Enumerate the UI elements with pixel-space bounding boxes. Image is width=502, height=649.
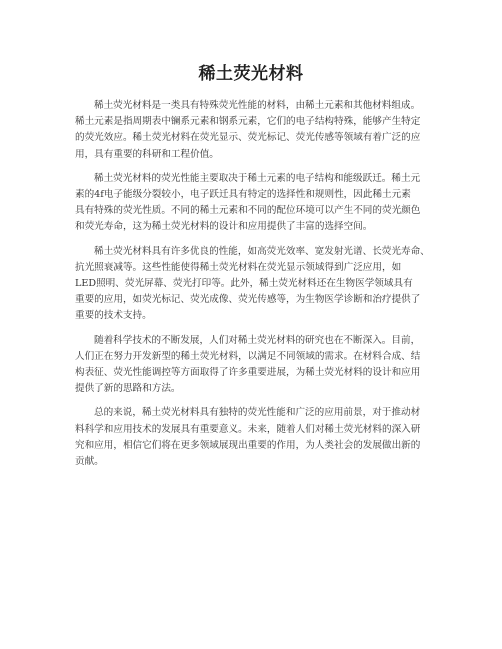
paragraph-5 bbox=[75, 405, 439, 470]
paragraph-line: 抗光照衰减等。这些性能使得稀土荧光材料在荧光显示领域得到广泛应用，如 bbox=[75, 261, 402, 273]
paragraph-line: 和荧光寿命，这为稀土荧光材料的设计和应用提供了丰富的选择空间。 bbox=[75, 221, 373, 233]
paragraph-line: 随着科学技术的不断发展，人们对稀土荧光材料的研究也在不断深入。目前， bbox=[94, 334, 421, 346]
paragraph-line: 重要的应用，如荧光标记、荧光成像、荧光传感等，为生物医学诊断和治疗提供了 bbox=[75, 294, 421, 306]
paragraph-line: 具有特殊的荧光性质。不同的稀土元素和不同的配位环境可以产生不同的荧光颜色 bbox=[75, 205, 421, 217]
paragraph-line: 用，具有重要的科研和工程价值。 bbox=[75, 148, 219, 160]
paragraph-line: 重要的技术支持。 bbox=[75, 310, 152, 322]
paragraph-2 bbox=[75, 171, 439, 236]
paragraph-line: 究和应用，相信它们将在更多领域展现出重要的作用，为人类社会的发展做出新的 bbox=[75, 439, 421, 451]
paragraph-line: 的荧光效应。稀土荧光材料在荧光显示、荧光标记、荧光传感等领域有着广泛的应 bbox=[75, 132, 421, 144]
paragraph-line: 素的4f电子能级分裂较小，电子跃迁具有特定的选择性和规则性，因此稀土元素 bbox=[75, 189, 411, 201]
document-title: 稀土荧光材料 bbox=[198, 64, 304, 84]
paragraph-line: LED照明、荧光屏幕、荧光打印等。此外，稀土荧光材料还在生物医学领域具有 bbox=[75, 278, 413, 290]
paragraph-line: 构表征、荧光性能调控等方面取得了许多重要进展，为稀土荧光材料的设计和应用 bbox=[75, 367, 421, 379]
paragraph-line: 稀土荧光材料具有许多优良的性能，如高荧光效率、宽发射光谱、长荧光寿命、 bbox=[94, 245, 430, 257]
paragraph-3 bbox=[75, 244, 439, 325]
paragraph-line: 稀土荧光材料是一类具有特殊荧光性能的材料，由稀土元素和其他材料组成。 bbox=[94, 100, 421, 111]
paragraph-line: 人们正在努力开发新型的稀土荧光材料，以满足不同领域的需求。在材料合成、结 bbox=[75, 350, 421, 362]
paragraph-line: 提供了新的思路和方法。 bbox=[75, 383, 181, 395]
paragraph-line: 稀土荧光材料的荧光性能主要取决于稀土元素的电子结构和能级跃迁。稀土元 bbox=[94, 172, 421, 184]
paragraph-line: 料科学和应用技术的发展具有重要意义。未来，随着人们对稀土荧光材料的深入研 bbox=[75, 423, 421, 435]
paragraph-4 bbox=[75, 333, 439, 398]
document-body bbox=[75, 98, 439, 478]
paragraph-1 bbox=[75, 98, 439, 163]
paragraph-line: 贡献。 bbox=[75, 456, 104, 468]
paragraph-line: 稀土元素是指周期表中镧系元素和钢系元素，它们的电子结构特殊，能够产生特定 bbox=[75, 116, 421, 128]
paragraph-line: 总的来说，稀土荧光材料具有独特的荧光性能和广泛的应用前景，对于推动材 bbox=[94, 407, 421, 419]
